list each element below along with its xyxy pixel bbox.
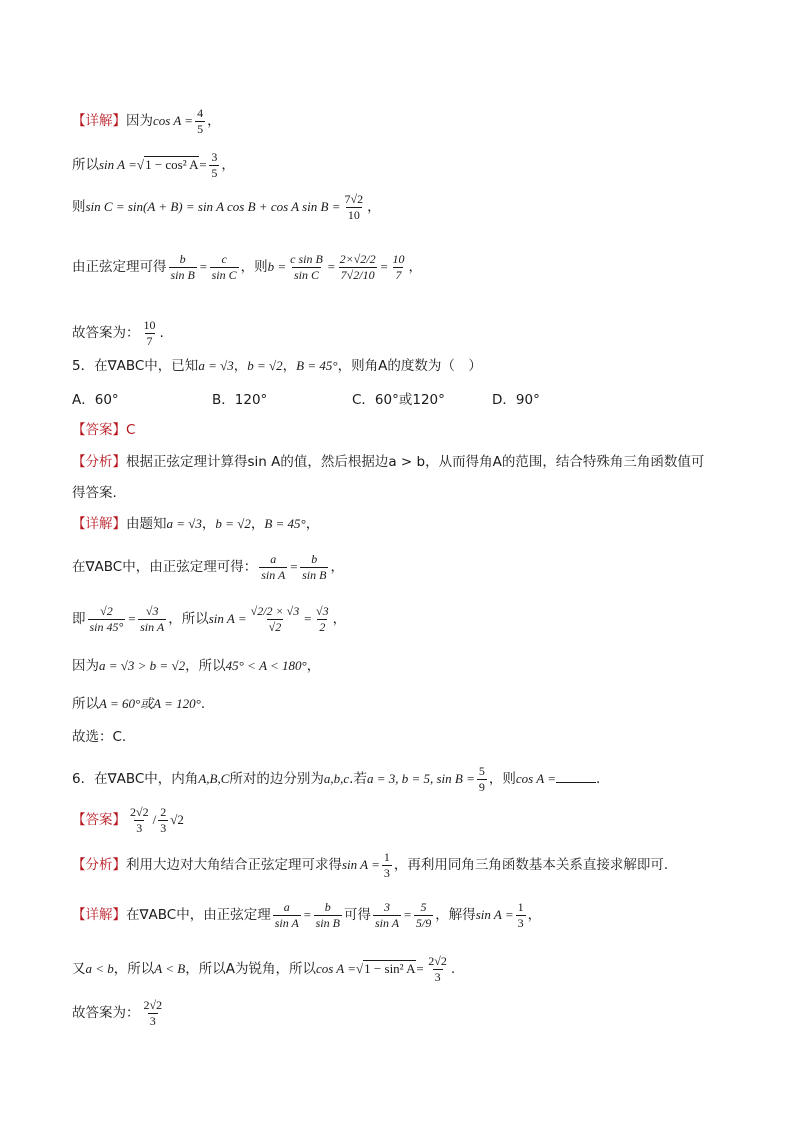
- answer-tag: 【答案】: [72, 422, 126, 438]
- fraction: [259, 552, 287, 583]
- square-root: √1 − cos² A: [136, 157, 199, 172]
- punctuation: .: [450, 961, 456, 977]
- math-expression: sin A =: [342, 857, 380, 872]
- fraction-denominator: 5: [211, 166, 218, 180]
- question-6-answer: [72, 805, 184, 836]
- math-expression: cos A =: [153, 113, 194, 128]
- text: 则: [72, 199, 86, 215]
- analysis-text: 根据正弦定理计算得sin A的值，然后根据边a > b，从而得角A的范围，结合特殊角三角函数值可: [126, 454, 705, 470]
- math-expression: b =: [267, 259, 287, 274]
- fraction-numerator: 10: [143, 318, 156, 332]
- answer-line-10-7: [72, 318, 164, 349]
- question-6-detail-1: [72, 900, 541, 931]
- fraction-numerator: 1: [517, 900, 524, 914]
- fraction: [343, 192, 366, 223]
- fraction-numerator: 2×√2/2: [339, 252, 376, 266]
- text: ，解得: [435, 907, 476, 923]
- math-expression: b = √2: [247, 358, 283, 373]
- question-5-analysis-line-2: [72, 483, 117, 503]
- math-expression: sin C = sin(A + B) = sin A cos B + cos A sin B =: [85, 199, 341, 214]
- detail-tag: 【详解】: [72, 516, 126, 532]
- fraction-denominator: 3: [160, 821, 167, 835]
- equals-sign: =: [198, 157, 208, 172]
- math-expression: a,b,c: [323, 771, 350, 786]
- fraction-denominator: sin B: [315, 916, 340, 930]
- detail-line-sinA: [72, 150, 235, 181]
- question-text: ，则角A的度数为（ ）: [337, 358, 482, 374]
- fraction-numerator: 10: [392, 252, 405, 266]
- text: 由题知: [126, 516, 167, 532]
- question-5: [72, 356, 482, 376]
- fraction-numerator: b: [311, 552, 318, 566]
- math-expression: √2: [170, 812, 184, 827]
- question-5-detail-5: [72, 694, 205, 714]
- fraction: [314, 900, 342, 931]
- punctuation: ，: [408, 259, 422, 275]
- math-expression: cos A =: [315, 961, 357, 976]
- text: 故选：C.: [72, 729, 127, 745]
- fraction-numerator: 1: [383, 850, 390, 864]
- punctuation: .: [200, 696, 206, 712]
- fraction: [390, 252, 406, 283]
- fraction: [273, 900, 301, 931]
- question-5-detail-4: [72, 656, 320, 676]
- option-b: B．120°: [212, 392, 268, 408]
- punctuation: ，: [305, 516, 320, 532]
- question-6: [72, 764, 600, 795]
- fraction: [142, 998, 165, 1029]
- fraction-denominator: √2: [268, 620, 282, 634]
- separator: /: [152, 812, 157, 827]
- punctuation: .: [159, 325, 164, 341]
- question-text: 5．在∇ABC中，已知: [72, 358, 199, 374]
- math-expression: A < B: [154, 961, 186, 976]
- detail-line-law-of-sines: [72, 252, 422, 283]
- fraction-denominator: sin A: [140, 620, 165, 634]
- equals-sign: =: [289, 559, 299, 574]
- fraction-denominator: 3: [434, 970, 441, 984]
- text: 所以: [72, 696, 99, 712]
- equals-sign: =: [303, 611, 313, 626]
- fraction-denominator: 3: [383, 866, 390, 880]
- math-expression: a = √3 > b = √2: [99, 658, 186, 673]
- analysis-text: 利用大边对大角结合正弦定理可求得: [126, 857, 342, 873]
- fraction: [128, 805, 151, 836]
- fraction-denominator: sin B: [302, 568, 327, 582]
- math-expression: A,B,C: [198, 771, 230, 786]
- fraction-denominator: 5/9: [415, 916, 432, 930]
- compound-fraction: [414, 900, 433, 931]
- analysis-tag: 【分析】: [72, 857, 126, 873]
- math-expression: a < b: [85, 961, 114, 976]
- question-text: 6．在∇ABC中，内角: [72, 771, 199, 787]
- fraction-numerator: 2: [160, 805, 167, 819]
- math-expression: a = √3: [166, 516, 202, 531]
- fraction-denominator: sin C: [211, 268, 237, 282]
- math-expression: a = 3, b = 5, sin B =: [366, 771, 475, 786]
- math-expression: B = 45°: [264, 516, 306, 531]
- analysis-tag: 【分析】: [72, 454, 126, 470]
- fraction: [88, 604, 126, 635]
- fraction-numerator: 7√2: [344, 192, 364, 206]
- question-5-detail-1: [72, 514, 319, 534]
- fraction-numerator: 4: [197, 106, 204, 120]
- math-expression: cos A =: [515, 771, 556, 786]
- compound-fraction: [338, 252, 378, 283]
- answer-tag: 【答案】: [72, 812, 126, 828]
- punctuation: ，: [207, 113, 221, 129]
- question-text: ，则: [488, 771, 516, 787]
- fraction: [142, 318, 158, 349]
- equals-sign: =: [326, 259, 336, 274]
- fraction-numerator: 3: [211, 150, 218, 164]
- fraction: [516, 900, 526, 931]
- math-expression: sin A =: [475, 907, 514, 922]
- text: 可得: [343, 907, 371, 923]
- fraction-numerator: √3: [145, 604, 159, 618]
- fraction-numerator: 5: [478, 764, 485, 778]
- equals-sign: =: [302, 907, 312, 922]
- compound-fraction: [249, 604, 302, 635]
- fraction-numerator: √2/2 × √3: [250, 604, 300, 618]
- punctuation: ，: [332, 611, 347, 627]
- fraction: [314, 604, 331, 635]
- fraction-denominator: sin B: [170, 268, 195, 282]
- fraction-denominator: 9: [478, 780, 485, 794]
- fraction-denominator: 7: [395, 268, 402, 282]
- fraction-numerator: c sin B: [290, 252, 323, 266]
- math-expression: A = 60°或A = 120°: [99, 696, 201, 711]
- fraction-numerator: √2: [100, 604, 113, 618]
- punctuation: ，: [282, 358, 297, 374]
- question-5-analysis-line-1: [72, 452, 704, 472]
- punctuation: .: [595, 771, 601, 787]
- equals-sign: =: [379, 259, 389, 274]
- answer-blank: [556, 782, 596, 783]
- answer-value: C: [126, 422, 136, 438]
- fraction-denominator: 10: [347, 208, 360, 222]
- fraction-denominator: 3: [136, 821, 143, 835]
- fraction-denominator: sin C: [294, 268, 320, 282]
- analysis-text: ，再利用同角三角函数基本关系直接求解即可.: [393, 857, 669, 873]
- equals-sign: =: [415, 961, 425, 976]
- option-a: A．60°: [72, 392, 119, 408]
- equals-sign: =: [198, 259, 208, 274]
- fraction-denominator: 5: [197, 122, 204, 136]
- fraction-denominator: 3: [149, 1014, 156, 1028]
- text: 在∇ABC中，由正弦定理: [126, 907, 271, 923]
- fraction: [195, 106, 205, 137]
- detail-tag: 【详解】: [72, 907, 126, 923]
- question-5-answer: [72, 420, 135, 440]
- question-text: 所对的边分别为: [229, 771, 324, 787]
- fraction-denominator: 7√2/10: [340, 268, 375, 282]
- equals-sign: =: [127, 611, 137, 626]
- punctuation: ，: [250, 516, 265, 532]
- fraction: [373, 900, 401, 931]
- fraction-numerator: b: [324, 900, 331, 914]
- option-c: C．60°或120°: [352, 392, 445, 408]
- fraction-numerator: a: [283, 900, 290, 914]
- fraction-numerator: 2√2: [130, 805, 149, 819]
- fraction-numerator: b: [179, 252, 186, 266]
- question-text: .若: [349, 771, 367, 787]
- question-6-detail-2: [72, 954, 455, 985]
- text: ，所以: [168, 611, 209, 627]
- text: 因为: [126, 113, 153, 129]
- text: ，则: [240, 259, 268, 275]
- fraction-numerator: 5: [420, 900, 427, 914]
- question-6-analysis: [72, 850, 668, 881]
- fraction-numerator: 2√2: [428, 954, 447, 968]
- text: 即: [72, 611, 86, 627]
- text: 在∇ABC中，由正弦定理可得：: [72, 559, 258, 575]
- fraction-denominator: 2: [319, 620, 326, 634]
- text: 故答案为：: [72, 1005, 140, 1021]
- fraction-denominator: sin 45°: [89, 620, 124, 634]
- text: ，所以: [113, 961, 155, 977]
- detail-tag: 【详解】: [72, 113, 126, 129]
- fraction: [382, 850, 392, 881]
- equals-sign: =: [403, 907, 412, 922]
- question-6-detail-3: [72, 998, 166, 1029]
- fraction-denominator: 3: [517, 916, 524, 930]
- fraction-numerator: 2√2: [143, 998, 163, 1012]
- question-5-detail-6: [72, 727, 126, 747]
- fraction-numerator: a: [270, 552, 277, 566]
- fraction-numerator: c: [221, 252, 227, 266]
- fraction-denominator: 7: [146, 334, 153, 348]
- question-5-detail-2: [72, 552, 344, 583]
- radicand: 1 − cos² A: [145, 157, 199, 172]
- math-expression: a = √3: [198, 358, 234, 373]
- punctuation: ，: [221, 157, 235, 173]
- fraction: [169, 252, 197, 283]
- text: 又: [72, 961, 86, 977]
- fraction-denominator: sin A: [261, 568, 286, 582]
- radicand: 1 − sin² A: [364, 961, 416, 976]
- analysis-text: 得答案.: [72, 485, 117, 501]
- fraction: [426, 954, 449, 985]
- text: 所以: [72, 157, 99, 173]
- text: ，所以A为锐角，所以: [185, 961, 316, 977]
- detail-line-cosA: [72, 106, 221, 137]
- fraction-numerator: √3: [316, 604, 329, 618]
- text: ，所以: [185, 658, 226, 674]
- punctuation: ，: [367, 199, 381, 215]
- math-expression: sin A =: [208, 611, 247, 626]
- fraction-denominator: sin A: [274, 916, 299, 930]
- option-d: D．90°: [492, 392, 540, 408]
- text: 由正弦定理可得: [72, 259, 167, 275]
- punctuation: ，: [330, 559, 344, 575]
- fraction: [288, 252, 325, 283]
- math-expression: B = 45°: [296, 358, 338, 373]
- punctuation: ，: [306, 658, 321, 674]
- question-5-detail-3: [72, 604, 346, 635]
- fraction-numerator: 3: [384, 900, 391, 914]
- math-expression: b = √2: [215, 516, 251, 531]
- text: 因为: [72, 658, 99, 674]
- punctuation: ，: [233, 358, 248, 374]
- fraction: [300, 552, 328, 583]
- fraction: [210, 252, 239, 283]
- fraction-denominator: sin A: [374, 916, 400, 930]
- text: 故答案为：: [72, 325, 140, 341]
- detail-line-sinC: [72, 192, 381, 223]
- question-5-options: [72, 390, 632, 410]
- fraction: [209, 150, 219, 181]
- math-expression: sin A =: [99, 157, 137, 172]
- fraction: [138, 604, 166, 635]
- math-expression: 45° < A < 180°: [225, 658, 307, 673]
- fraction: [158, 805, 168, 836]
- fraction: [477, 764, 487, 795]
- square-root: √1 − sin² A: [356, 961, 416, 976]
- punctuation: ，: [201, 516, 216, 532]
- punctuation: ，: [527, 907, 542, 923]
